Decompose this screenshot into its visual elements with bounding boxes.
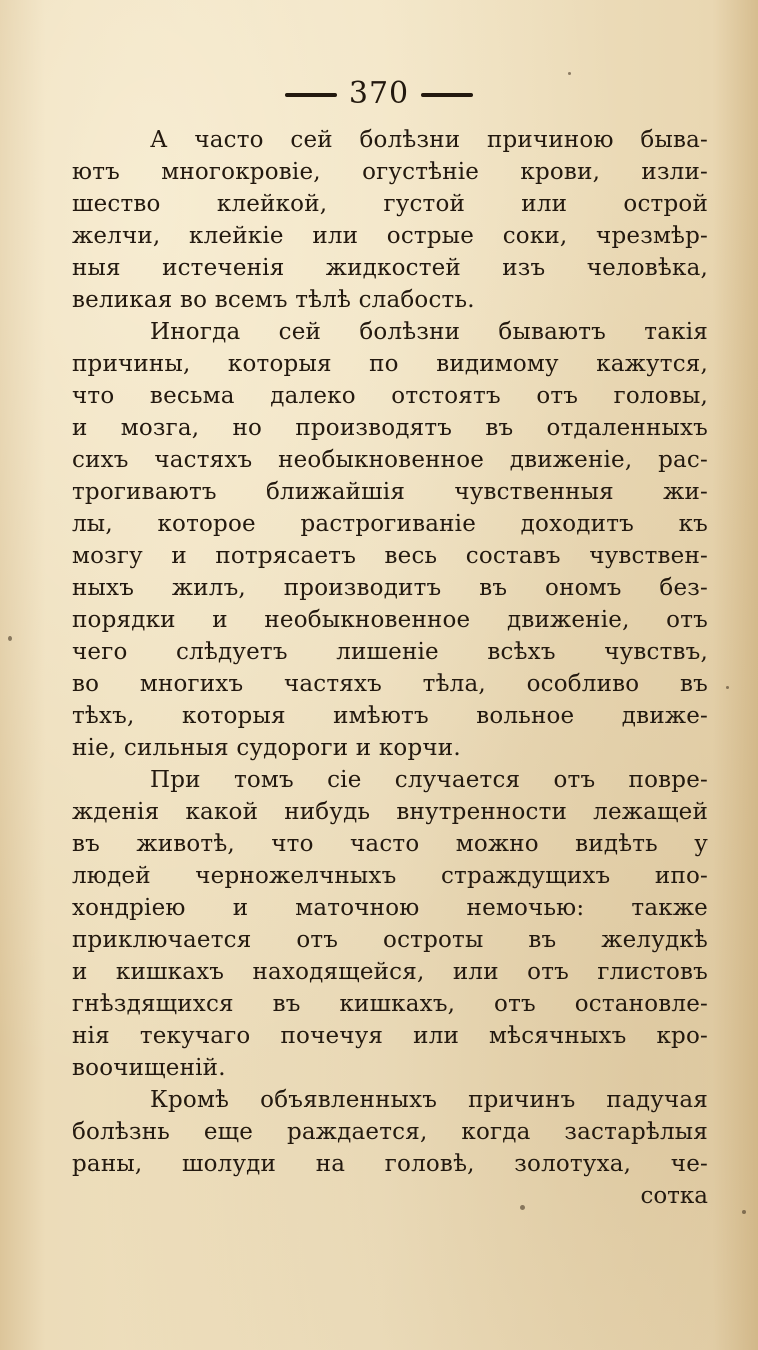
page-number: 370	[348, 76, 410, 111]
text-line: нія текучаго почечуя или мѣсячныхъ кро-	[72, 1023, 708, 1049]
right-dash	[421, 93, 473, 97]
left-dash	[285, 93, 337, 97]
text-line: Кромѣ объявленныхъ причинъ падучая	[150, 1087, 708, 1113]
text-line: шество клейкой, густой или острой	[72, 191, 708, 217]
text-line: желчи, клейкіе или острые соки, чрезмѣр-	[72, 223, 708, 249]
text-line: воочищеній.	[72, 1055, 226, 1081]
text-line: приключается отъ остроты въ желудкѣ	[72, 927, 708, 953]
text-line: жденія какой нибудь внутренности лежащей	[72, 799, 708, 825]
ink-speck	[568, 72, 571, 75]
text-line: во многихъ частяхъ тѣла, особливо въ	[72, 671, 708, 697]
text-line: сихъ частяхъ необыкновенное движеніе, рас-	[72, 447, 708, 473]
text-line: и мозга, но производятъ въ отдаленныхъ	[72, 415, 708, 441]
body-text	[72, 124, 708, 1180]
text-line: тѣхъ, которыя имѣютъ вольное движе-	[72, 703, 708, 729]
text-line: ніе, сильныя судороги и корчи.	[72, 735, 461, 761]
text-line: ныя истеченія жидкостей изъ человѣка,	[72, 255, 708, 281]
text-line: порядки и необыкновенное движеніе, отъ	[72, 607, 708, 633]
text-line: раны, шолуди на головѣ, золотуха, че-	[72, 1151, 708, 1177]
text-line: въ животѣ, что часто можно видѣть у	[72, 831, 708, 857]
text-line: что весьма далеко отстоятъ отъ головы,	[72, 383, 708, 409]
text-line: мозгу и потрясаетъ весь составъ чувствен-	[72, 543, 708, 569]
ink-speck	[8, 636, 12, 641]
text-line: А часто сей болѣзни причиною быва-	[150, 127, 708, 153]
text-line: ютъ многокровіе, огустѣніе крови, изли-	[72, 159, 708, 185]
text-line: Иногда сей болѣзни бываютъ такія	[150, 319, 708, 345]
text-line: болѣзнь еще раждается, когда застарѣлыя	[72, 1119, 708, 1145]
text-line: При томъ сіе случается отъ повре-	[150, 767, 708, 793]
text-line: и кишкахъ находящейся, или отъ глистовъ	[72, 959, 708, 985]
page-number-header	[0, 74, 758, 114]
text-line: причины, которыя по видимому кажутся,	[72, 351, 708, 377]
ink-speck	[520, 1205, 525, 1210]
catchword: сотка	[640, 1183, 708, 1209]
ink-speck	[726, 686, 729, 689]
text-line: трогиваютъ ближайшія чувственныя жи-	[72, 479, 708, 505]
text-line: лы, которое растрогиваніе доходитъ къ	[72, 511, 708, 537]
text-line: великая во всемъ тѣлѣ слабость.	[72, 287, 475, 313]
text-line: чего слѣдуетъ лишеніе всѣхъ чувствъ,	[72, 639, 708, 665]
text-line: хондріею и маточною немочью: также	[72, 895, 708, 921]
text-line: людей черножелчныхъ страждущихъ ипо-	[72, 863, 708, 889]
text-line: гнѣздящихся въ кишкахъ, отъ остановле-	[72, 991, 708, 1017]
ink-speck	[742, 1210, 746, 1214]
text-line: ныхъ жилъ, производитъ въ ономъ без-	[72, 575, 708, 601]
